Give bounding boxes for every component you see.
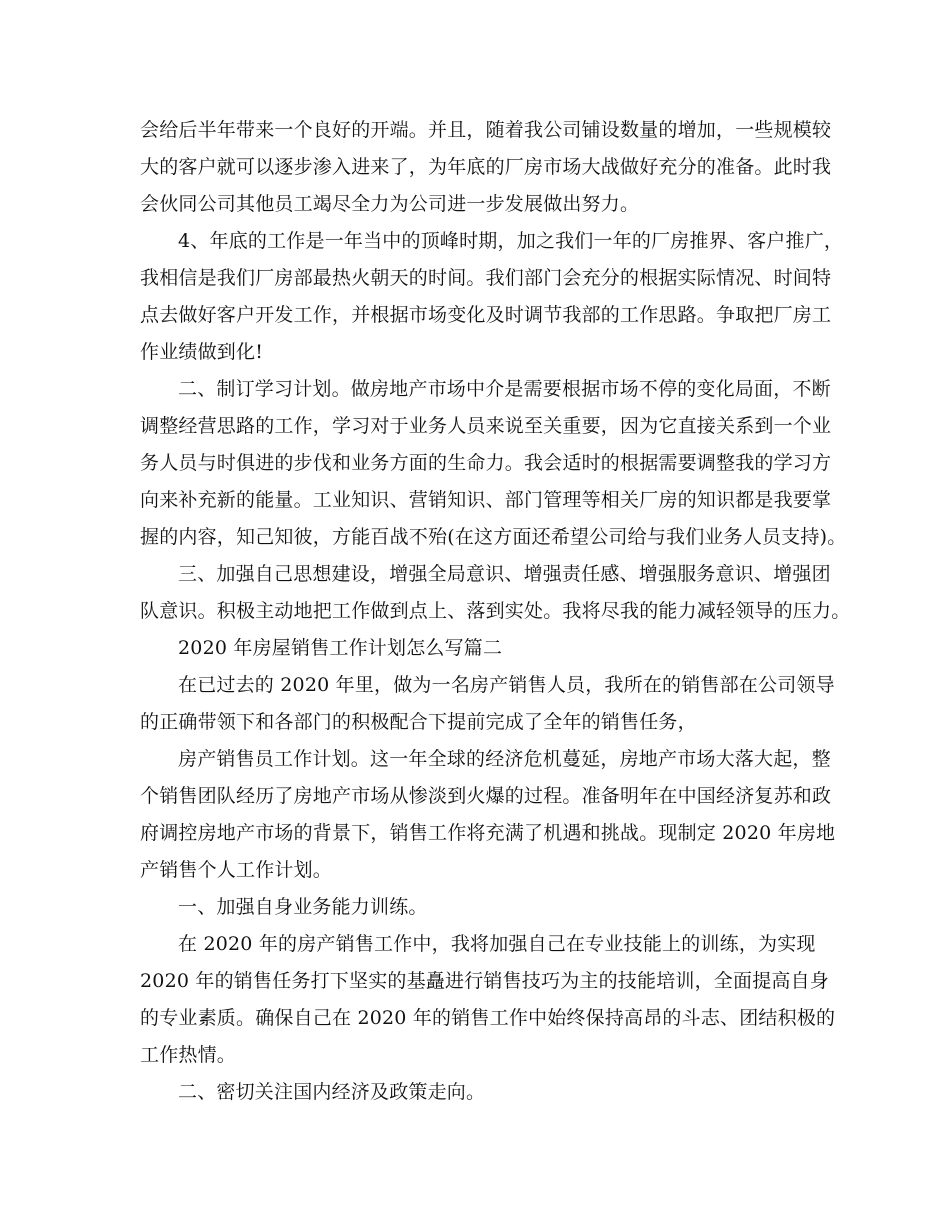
- text-line-18: 房产销售员工作计划。这一年全球的经济危机蔓延，房地产市场大落大起，整: [178, 748, 831, 770]
- text-line-5: 我相信是我们厂房部最热火朝天的时间。我们部门会充分的根据实际情况、时间特: [140, 267, 832, 289]
- text-line-23: 在 2020 年的房产销售工作中，我将加强自己在专业技能上的训练，为实现: [178, 933, 816, 955]
- text-line-20: 府调控房地产市场的背景下，销售工作将充满了机遇和挑战。现制定 2020 年房地: [140, 822, 836, 844]
- text-line-8: 二、制订学习计划。做房地产市场中介是需要根据市场不停的变化局面，不断: [178, 378, 831, 400]
- text-line-10: 务人员与时俱进的步伐和业务方面的生命力。我会适时的根据需要调整我的学习方: [140, 452, 832, 474]
- text-line-17: 的正确带领下和各部门的积极配合下提前完成了全年的销售任务，: [140, 711, 697, 733]
- text-line-1: 会给后半年带来一个良好的开端。并且，随着我公司铺设数量的增加，一些规模较: [140, 119, 832, 141]
- text-line-3: 会伙同公司其他员工竭尽全力为公司进一步发展做出努力。: [140, 193, 640, 215]
- section-heading: 2020 年房屋销售工作计划怎么写篇二: [178, 637, 503, 659]
- text-line-25: 的专业素质。确保自己在 2020 年的销售工作中始终保持高昂的斗志、团结积极的: [140, 1007, 836, 1029]
- text-line-16: 在已过去的 2020 年里，做为一名房产销售人员，我所在的销售部在公司领导: [178, 674, 835, 696]
- text-line-14: 队意识。积极主动地把工作做到点上、落到实处。我将尽我的能力减轻领导的压力。: [140, 600, 851, 622]
- text-line-6: 点去做好客户开发工作，并根据市场变化及时调节我部的工作思路。争取把厂房工: [140, 304, 832, 326]
- text-line-7: 作业绩做到化!: [140, 341, 264, 363]
- text-line-11: 向来补充新的能量。工业知识、营销知识、部门管理等相关厂房的知识都是我要掌: [140, 489, 832, 511]
- text-line-24: 2020 年的销售任务打下坚实的基矗进行销售技巧为主的技能培训，全面提高自身: [140, 970, 829, 992]
- text-line-22: 一、加强自身业务能力训练。: [178, 896, 428, 918]
- text-line-4: 4、年底的工作是一年当中的顶峰时期，加之我们一年的厂房推界、客户推广，: [178, 230, 844, 252]
- text-line-27: 二、密切关注国内经济及政策走向。: [178, 1081, 486, 1103]
- text-line-12: 握的内容，知己知彼，方能百战不殆(在这方面还希望公司给与我们业务人员支持)。: [140, 526, 847, 548]
- text-line-19: 个销售团队经历了房地产市场从惨淡到火爆的过程。准备明年在中国经济复苏和政: [140, 785, 832, 807]
- text-line-9: 调整经营思路的工作，学习对于业务人员来说至关重要，因为它直接关系到一个业: [140, 415, 832, 437]
- text-line-2: 大的客户就可以逐步渗入进来了，为年底的厂房市场大战做好充分的准备。此时我: [140, 156, 832, 178]
- text-line-26: 工作热情。: [140, 1044, 237, 1066]
- text-line-21: 产销售个人工作计划。: [140, 859, 333, 881]
- text-line-13: 三、加强自己思想建设，增强全局意识、增强责任感、增强服务意识、增强团: [178, 563, 831, 585]
